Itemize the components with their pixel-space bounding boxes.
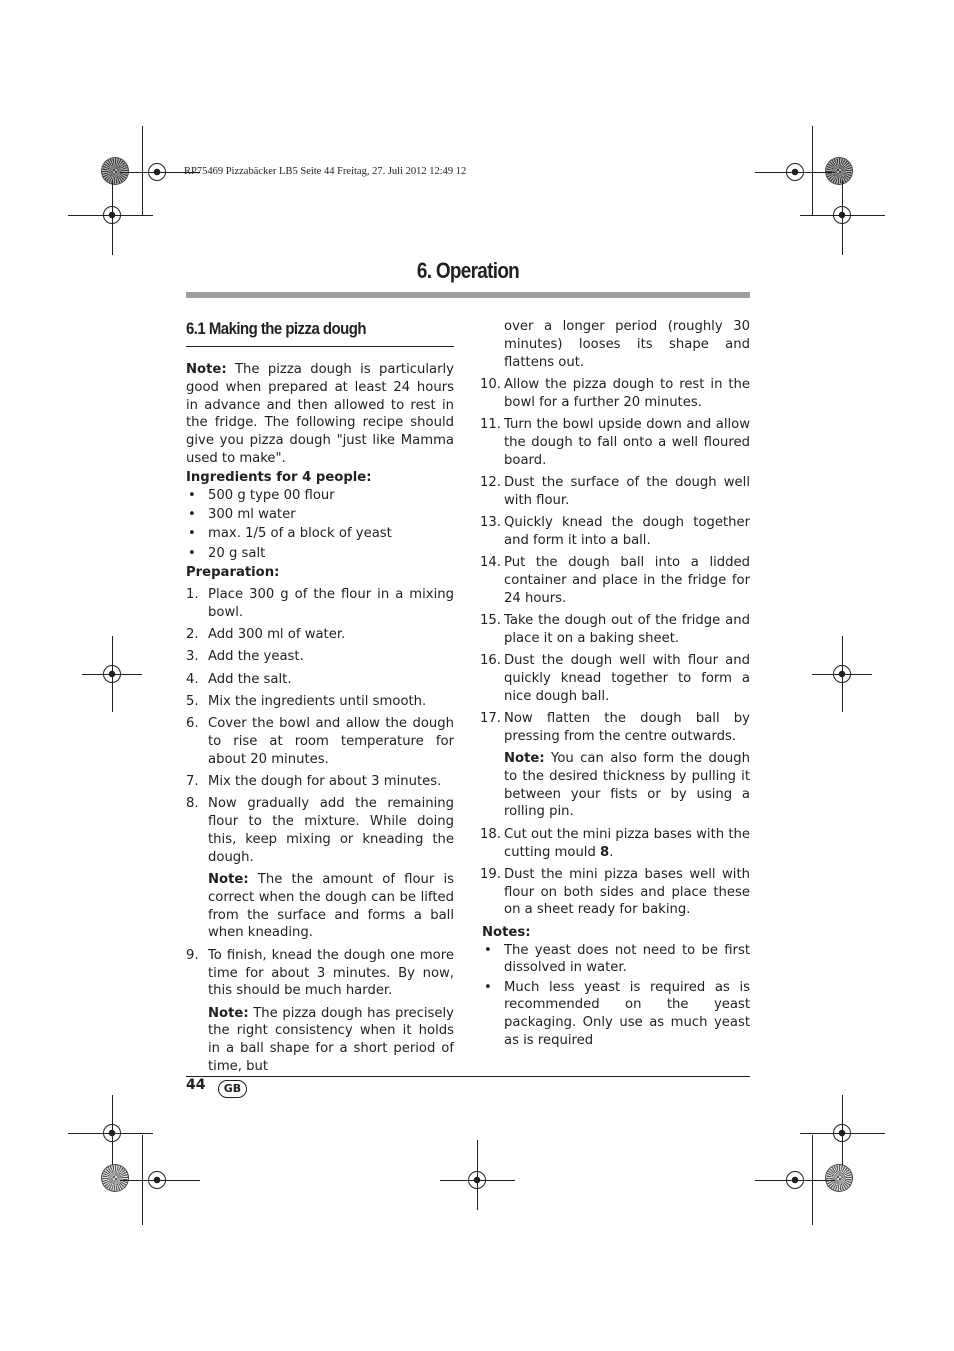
note-label: Note: [186, 362, 227, 377]
continuation-text: over a longer period (roughly 30 minutes) looses its shape and flattens out. [504, 319, 750, 370]
color-target-icon [102, 158, 128, 184]
registration-mark-icon [786, 163, 804, 181]
registration-mark-icon [103, 665, 121, 683]
step-item: 10. Allow the pizza dough to rest in the bowl for a further 20 minutes. [480, 376, 750, 410]
registration-mark-icon [833, 206, 851, 224]
ingredients-list [186, 487, 454, 563]
step-item: 12. Dust the surface of the dough well with flour. [480, 474, 750, 508]
registration-mark-icon [148, 163, 166, 181]
color-target-icon [826, 158, 852, 184]
step-note: Note: The the amount of flour is correct when the dough can be lifted from the surface and forms a ball when kneading. [208, 872, 454, 941]
ingredients-heading: Ingredients for 4 people: [186, 469, 372, 485]
note-text: The pizza dough is particularly good when prepared at least 24 hours in advance and then allowed to rest in the fridge. The following recipe should give you pizza dough "just like Mamma used to make". [186, 362, 454, 466]
registration-mark-icon [833, 1124, 851, 1142]
registration-mark-icon [103, 206, 121, 224]
step-item: 19. Dust the mini pizza bases well with flour on both sides and place these on a sheet ready for baking. [480, 866, 750, 918]
list-item: • max. 1/5 of a block of yeast [186, 525, 454, 543]
step-note: Note: You can also form the dough to the desired thickness by pulling it between your fists or by using a rolling pin. [504, 751, 750, 820]
step-item: 6. Cover the bowl and allow the dough to rise at room temperature for about 20 minutes. [186, 716, 454, 767]
preparation-heading: Preparation: [186, 565, 280, 581]
step-item: 4. Add the salt. [186, 671, 292, 687]
registration-mark-icon [103, 1124, 121, 1142]
step-item: 3. Add the yeast. [186, 649, 304, 665]
steps-list-continued [482, 376, 750, 919]
step-item: 14. Put the dough ball into a lidded container and place in the fridge for 24 hours. [480, 555, 750, 606]
step-item: 7. Mix the dough for about 3 minutes. [186, 774, 442, 790]
language-badge: GB [218, 1080, 247, 1098]
step-note: Note: The pizza dough has precisely the right consistency when it holds in a ball shape for a short period of time, but [208, 1005, 454, 1075]
step-item: 18. Cut out the mini pizza bases with the cutting mould 8. [480, 826, 750, 860]
color-target-icon [826, 1165, 852, 1191]
print-slug: RP75469 Pizzabäcker LB5 Seite 44 Freitag, 27. Juli 2012 12:49 12 [184, 166, 467, 177]
registration-mark-icon [468, 1171, 486, 1189]
list-item: • Much less yeast is required as is recommended on the yeast packaging. Only use as much yeast as is required [482, 979, 750, 1050]
registration-mark-icon [786, 1171, 804, 1189]
color-target-icon [102, 1165, 128, 1191]
step-item: 13. Quickly knead the dough together and form it into a ball. [480, 514, 750, 548]
step-item: 2. Add 300 ml of water. [186, 627, 346, 643]
page-title: 6. Operation [416, 258, 520, 283]
notes-list [482, 942, 750, 1050]
notes-heading: Notes: [482, 924, 531, 940]
step-item: 5. Mix the ingredients until smooth. [186, 693, 427, 709]
right-column [482, 318, 750, 1051]
registration-mark-icon [148, 1171, 166, 1189]
steps-list [186, 586, 454, 1076]
step-item: 11. Turn the bowl upside down and allow the dough to fall onto a well floured board. [480, 416, 750, 468]
section-title: 6.1 Making the pizza dough [186, 319, 366, 338]
step-item: 9. To finish, knead the dough one more time for about 3 minutes. By now, this should be much harder. Note: The pizza dough has precisely the right consistency when it holds in a ball shape for a short period of time, but [186, 947, 454, 1075]
footer-rule [186, 1076, 750, 1077]
left-column [186, 316, 454, 1080]
list-item: • 300 ml water [186, 506, 454, 524]
page-number: 44 [186, 1077, 206, 1093]
step-item: 15. Take the dough out of the fridge and place it on a baking sheet. [480, 612, 750, 646]
title-rule [186, 292, 750, 298]
registration-mark-icon [833, 665, 851, 683]
section-rule [186, 346, 454, 347]
step-item: 17. Now flatten the dough ball by pressing from the centre outwards. Note: You can also form the dough to the desired thickness by pulling it between your fists or by using a rolling pin. [480, 710, 750, 820]
intro-note [186, 361, 454, 468]
step-item: 8. Now gradually add the remaining flour to the mixture. While doing this, keep mixing or kneading the dough. Note: The the amount of flour is correct when the dough can be lifted from the surface and forms a ball when kneading. [186, 796, 454, 941]
list-item: • 20 g salt [186, 545, 454, 563]
list-item: • 500 g type 00 flour [186, 487, 454, 505]
step-item: 16. Dust the dough well with flour and quickly knead together to form a nice dough ball. [480, 653, 750, 704]
step-item: 1. Place 300 g of the flour in a mixing bowl. [186, 586, 454, 620]
list-item: • The yeast does not need to be first dissolved in water. [482, 942, 750, 978]
